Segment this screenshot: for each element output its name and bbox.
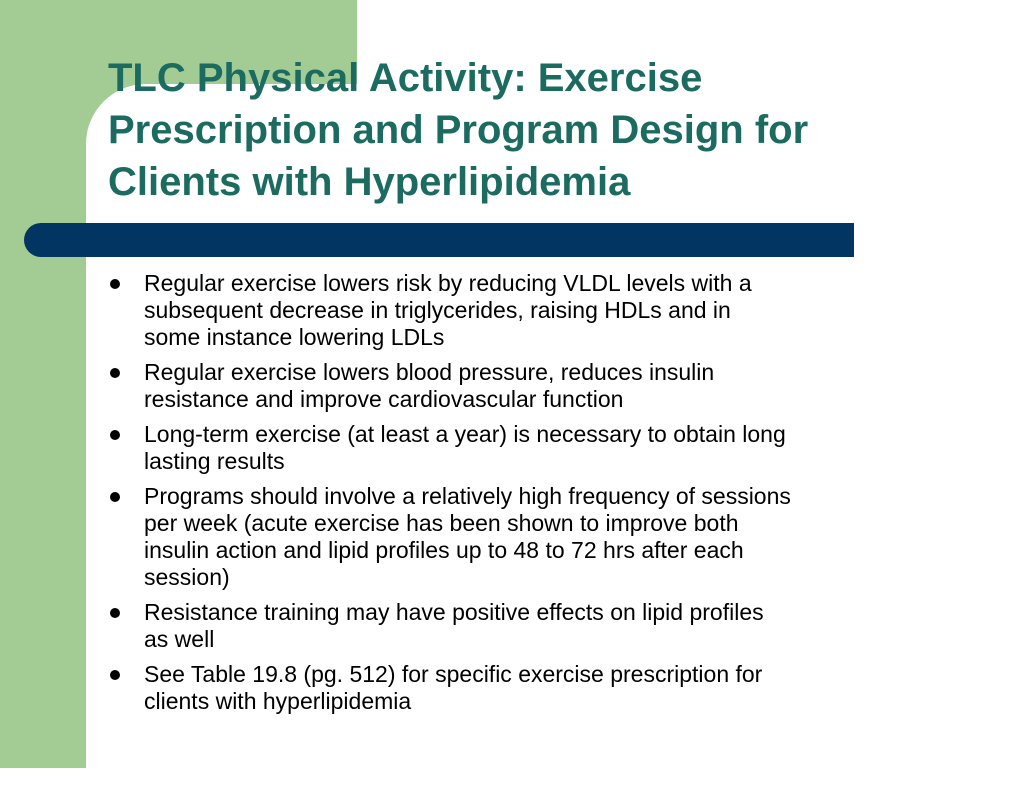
title-line: Clients with Hyperlipidemia (108, 160, 631, 204)
bullet-text-line: some instance lowering LDLs (144, 324, 445, 350)
bullet-item (102, 359, 962, 413)
bullet-text-line: resistance and improve cardiovascular function (144, 386, 624, 412)
bullet-text-line: Regular exercise lowers risk by reducing VLDL levels with a (144, 270, 752, 296)
bullet-item (102, 661, 962, 715)
bullet-text-line: Resistance training may have positive effects on lipid profiles (144, 599, 764, 625)
bullet-dot-icon (110, 608, 120, 618)
title-line: TLC Physical Activity: Exercise (108, 56, 703, 100)
bullet-text-line: Regular exercise lowers blood pressure, reduces insulin (144, 359, 715, 385)
bullet-text-line: as well (144, 626, 215, 652)
title-divider-bar (24, 223, 854, 257)
bullet-text-line: subsequent decrease in triglycerides, raising HDLs and in (144, 297, 731, 323)
bullet-dot-icon (110, 368, 120, 378)
bullet-list (102, 270, 962, 723)
bullet-item (102, 599, 962, 653)
bullet-text-line: clients with hyperlipidemia (144, 688, 412, 714)
bullet-text-line: See Table 19.8 (pg. 512) for specific exercise prescription for (144, 661, 763, 687)
bullet-text-line: per week (acute exercise has been shown to improve both (144, 510, 739, 536)
bullet-text-line: Long-term exercise (at least a year) is necessary to obtain long (144, 421, 786, 447)
bullet-dot-icon (110, 670, 120, 680)
bullet-item (102, 421, 962, 475)
title-line: Prescription and Program Design for (108, 108, 809, 152)
bullet-text-line: lasting results (144, 448, 285, 474)
bullet-item (102, 270, 962, 351)
bullet-dot-icon (110, 430, 120, 440)
bullet-item (102, 483, 962, 591)
bullet-text-line: session) (144, 564, 230, 590)
bullet-dot-icon (110, 492, 120, 502)
bullet-text-line: insulin action and lipid profiles up to 48 to 72 hrs after each (144, 537, 744, 563)
bullet-dot-icon (110, 279, 120, 289)
bullet-text-line: Programs should involve a relatively high frequency of sessions (144, 483, 791, 509)
slide-title (108, 52, 988, 208)
